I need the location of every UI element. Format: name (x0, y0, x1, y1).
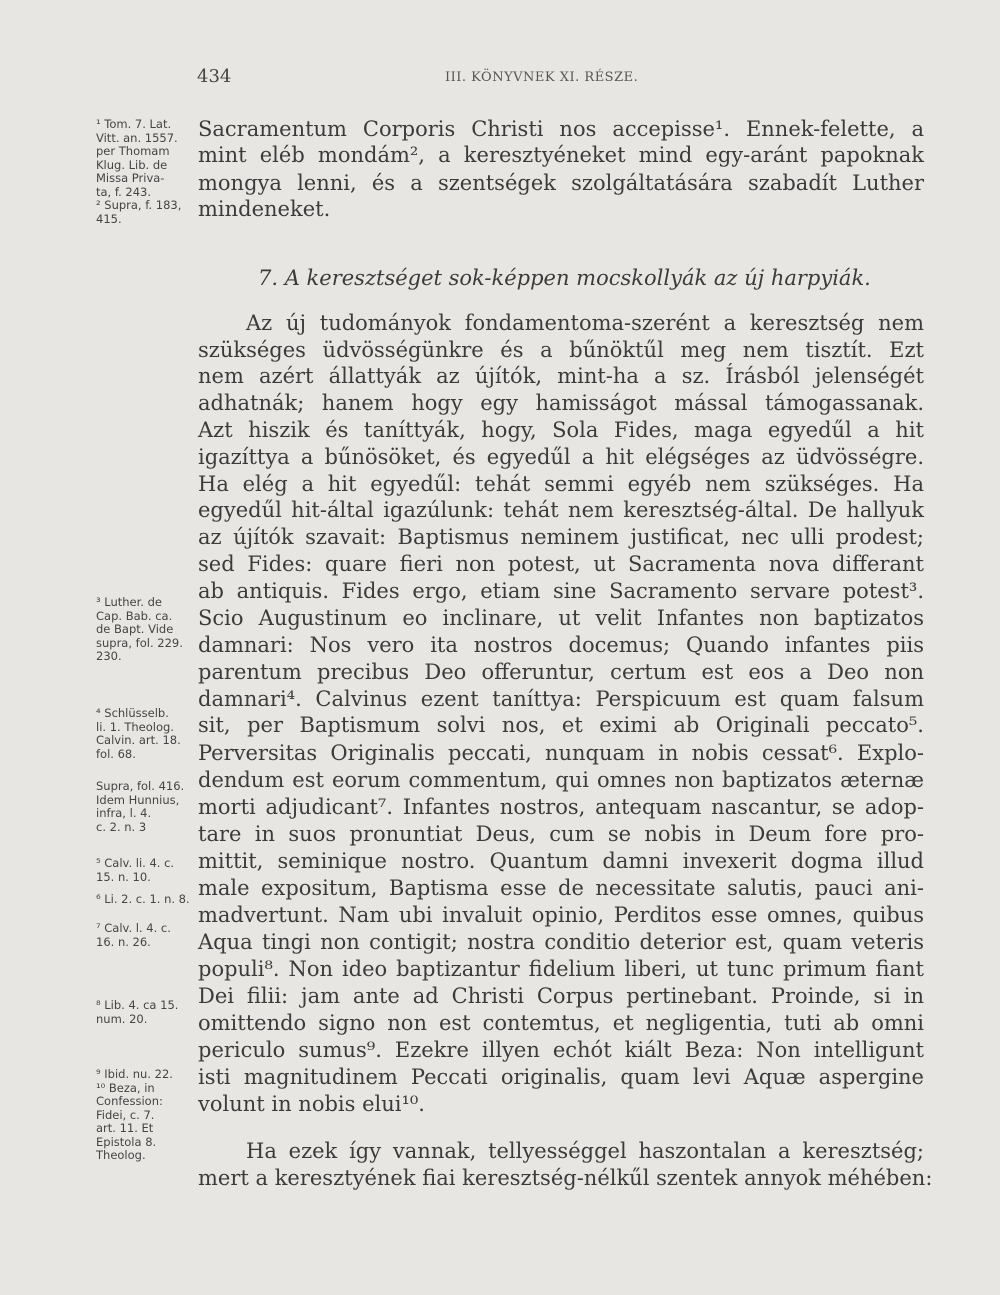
text-line: szükséges üdvösségünkre és a bűnöktűl meg nem tisztít. Ezt (198, 338, 924, 362)
text-line: periculo sumus⁹. Ezekre illyen echót kiált Beza: Non intelligunt (198, 1038, 924, 1062)
text-line: Ha elég a hit egyedűl: tehát semmi egyéb nem szükséges. Ha (198, 472, 924, 496)
page-header (0, 66, 1000, 90)
margin-note-line: 15. n. 10. (96, 869, 151, 884)
page-number: 434 (197, 66, 232, 87)
margin-note (96, 596, 208, 664)
margin-note-line: Theolog. (96, 1148, 146, 1162)
text-line: Aqua tingi non contigit; nostra conditio deterior est, quam veteris (198, 930, 924, 954)
margin-note-line: ⁵ Calv. li. 4. c. (96, 856, 175, 870)
text-line: damnari⁴. Calvinus ezent taníttya: Perspicuum est quam falsum (198, 687, 924, 711)
margin-note-line: 415. (96, 211, 122, 226)
text-line: damnari: Nos vero ita nostros docemus; Quando infantes piis (198, 633, 924, 657)
text-line: igazíttya a bűnösöket, és egyedűl a hit elégséges az üdvösségre. (198, 445, 924, 469)
text-line: tare in suos pronuntiat Deus, cum se nobis in Deum fore pro- (198, 822, 924, 846)
margin-note-line: Klug. Lib. de (96, 157, 168, 172)
margin-note-line: 230. (96, 649, 122, 663)
margin-note-line: Supra, fol. 416. (96, 779, 185, 793)
margin-note-line: art. 11. Et (96, 1121, 154, 1135)
margin-note-line: de Bapt. Vide (96, 622, 174, 636)
text-line: mint eléb mondám², a keresztyéneket mind egy-aránt papoknak (198, 143, 924, 167)
margin-note (96, 1068, 208, 1163)
margin-note-line: Calvin. art. 18. (96, 733, 181, 747)
text-line: Sacramentum Corporis Christi nos accepisse¹. Ennek-felette, a (198, 117, 924, 141)
margin-note-line: Idem Hunnius, (96, 792, 180, 807)
margin-note-line: num. 20. (96, 1011, 148, 1026)
margin-note-line: li. 1. Theolog. (96, 719, 174, 734)
margin-note (96, 780, 208, 834)
margin-note-line: ⁶ Li. 2. c. 1. n. 8. (96, 892, 190, 906)
text-line: Perversitas Originalis peccati, nunquam in nobis cessat⁶. Explo- (198, 741, 924, 765)
text-line: mindeneket. (198, 197, 331, 221)
margin-note-line: per Thomam (96, 144, 170, 158)
margin-note (96, 707, 208, 761)
text-line: parentum precibus Deo offeruntur, certum est eos a Deo non (198, 660, 924, 684)
margin-note-line: Confession: (96, 1094, 163, 1108)
margin-note-line: Epistola 8. (96, 1134, 157, 1149)
margin-note-line: ¹ Tom. 7. Lat. (96, 117, 172, 131)
margin-note-line: ³ Luther. de (96, 595, 162, 609)
margin-note-line: supra, fol. 229. (96, 635, 183, 650)
text-line: mittit, seminique nostro. Quantum damni invexerit dogma illud (198, 849, 924, 873)
text-line: populi⁸. Non ideo baptizantur fidelium liberi, ut tunc primum fiant (198, 957, 924, 981)
text-line: madvertunt. Nam ubi invaluit opinio, Perditos esse omnes, quibus (198, 903, 924, 927)
text-line: mert a keresztyének fiai keresztség-nélkűl szentek annyok méhében: (198, 1166, 933, 1190)
margin-note-line: Fidei, c. 7. (96, 1107, 155, 1122)
running-title: III. KÖNYVNEK XI. RÉSZE. (445, 70, 639, 85)
text-line: sed Fides: quare fieri non potest, ut Sacramenta nova differant (198, 552, 924, 576)
margin-note (96, 999, 208, 1026)
text-line: adhatnák; hanem hogy egy hamisságot mással támogassanak. (198, 391, 924, 415)
text-line: dendum est eorum commentum, qui omnes non baptizatos æternæ (198, 768, 924, 792)
section-heading: 7. A keresztséget sok-képpen mocskollyák az új harpyiák. (258, 266, 871, 290)
margin-note-line: ¹⁰ Beza, in (96, 1080, 155, 1095)
text-line: volunt in nobis elui¹⁰. (198, 1092, 425, 1116)
margin-note-line: ⁷ Calv. l. 4. c. (96, 921, 171, 935)
text-line: Dei filii: jam ante ad Christi Corpus pertinebant. Proinde, si in (198, 984, 924, 1008)
margin-note-line: c. 2. n. 3 (96, 819, 147, 834)
margin-note (96, 922, 208, 949)
margin-note-line: ⁸ Lib. 4. ca 15. (96, 998, 179, 1012)
margin-note-line: ² Supra, f. 183, (96, 198, 182, 212)
text-line: Ha ezek így vannak, tellyességgel haszontalan a keresztség; (246, 1139, 924, 1163)
margin-note-line: ⁴ Schlüsselb. (96, 706, 169, 720)
text-line: Azt hiszik és taníttyák, hogy, Sola Fides, maga egyedűl a hit (198, 418, 924, 442)
text-line: nem azért állattyák az újítók, mint-ha a sz. Írásból jelenségét (198, 364, 924, 388)
margin-note-line: Vitt. an. 1557. (96, 130, 178, 145)
text-line: male expositum, Baptisma esse de necessitate salutis, pauci ani- (198, 876, 924, 900)
margin-note-line: 16. n. 26. (96, 934, 151, 949)
margin-note (96, 893, 208, 907)
margin-note-line: ta, f. 243. (96, 184, 151, 199)
margin-note (96, 857, 208, 884)
text-line: egyedűl hit-által igazúlunk: tehát nem keresztség-által. De hallyuk (198, 498, 924, 522)
text-line: omittendo signo non est contemtus, et negligentia, tuti ab omni (198, 1011, 924, 1035)
text-line: Az új tudományok fondamentoma-szerént a keresztség nem (246, 311, 924, 335)
margin-note-line: Cap. Bab. ca. (96, 608, 173, 623)
margin-note-line: infra, l. 4. (96, 806, 152, 820)
text-line: ab antiquis. Fides ergo, etiam sine Sacramento servare potest³. (198, 579, 924, 603)
text-line: sit, per Baptismum solvi nos, et eximi ab Originali peccato⁵. (198, 713, 924, 737)
margin-note (96, 118, 208, 226)
margin-note-line: Missa Priva- (96, 171, 165, 185)
text-line: Scio Augustinum eo inclinare, ut velit Infantes non baptizatos (198, 606, 924, 630)
text-line: morti adjudicant⁷. Infantes nostros, antequam nascantur, se adop- (198, 795, 924, 819)
text-line: az újítók szavait: Baptismus neminem justificat, nec ulli prodest; (198, 525, 924, 549)
margin-note-line: fol. 68. (96, 746, 136, 761)
margin-note-line: ⁹ Ibid. nu. 22. (96, 1067, 173, 1081)
text-line: isti magnitudinem Peccati originalis, quam levi Aquæ aspergine (198, 1065, 924, 1089)
text-line: mongya lenni, és a szentségek szolgáltatására szabadít Luther (198, 171, 924, 195)
